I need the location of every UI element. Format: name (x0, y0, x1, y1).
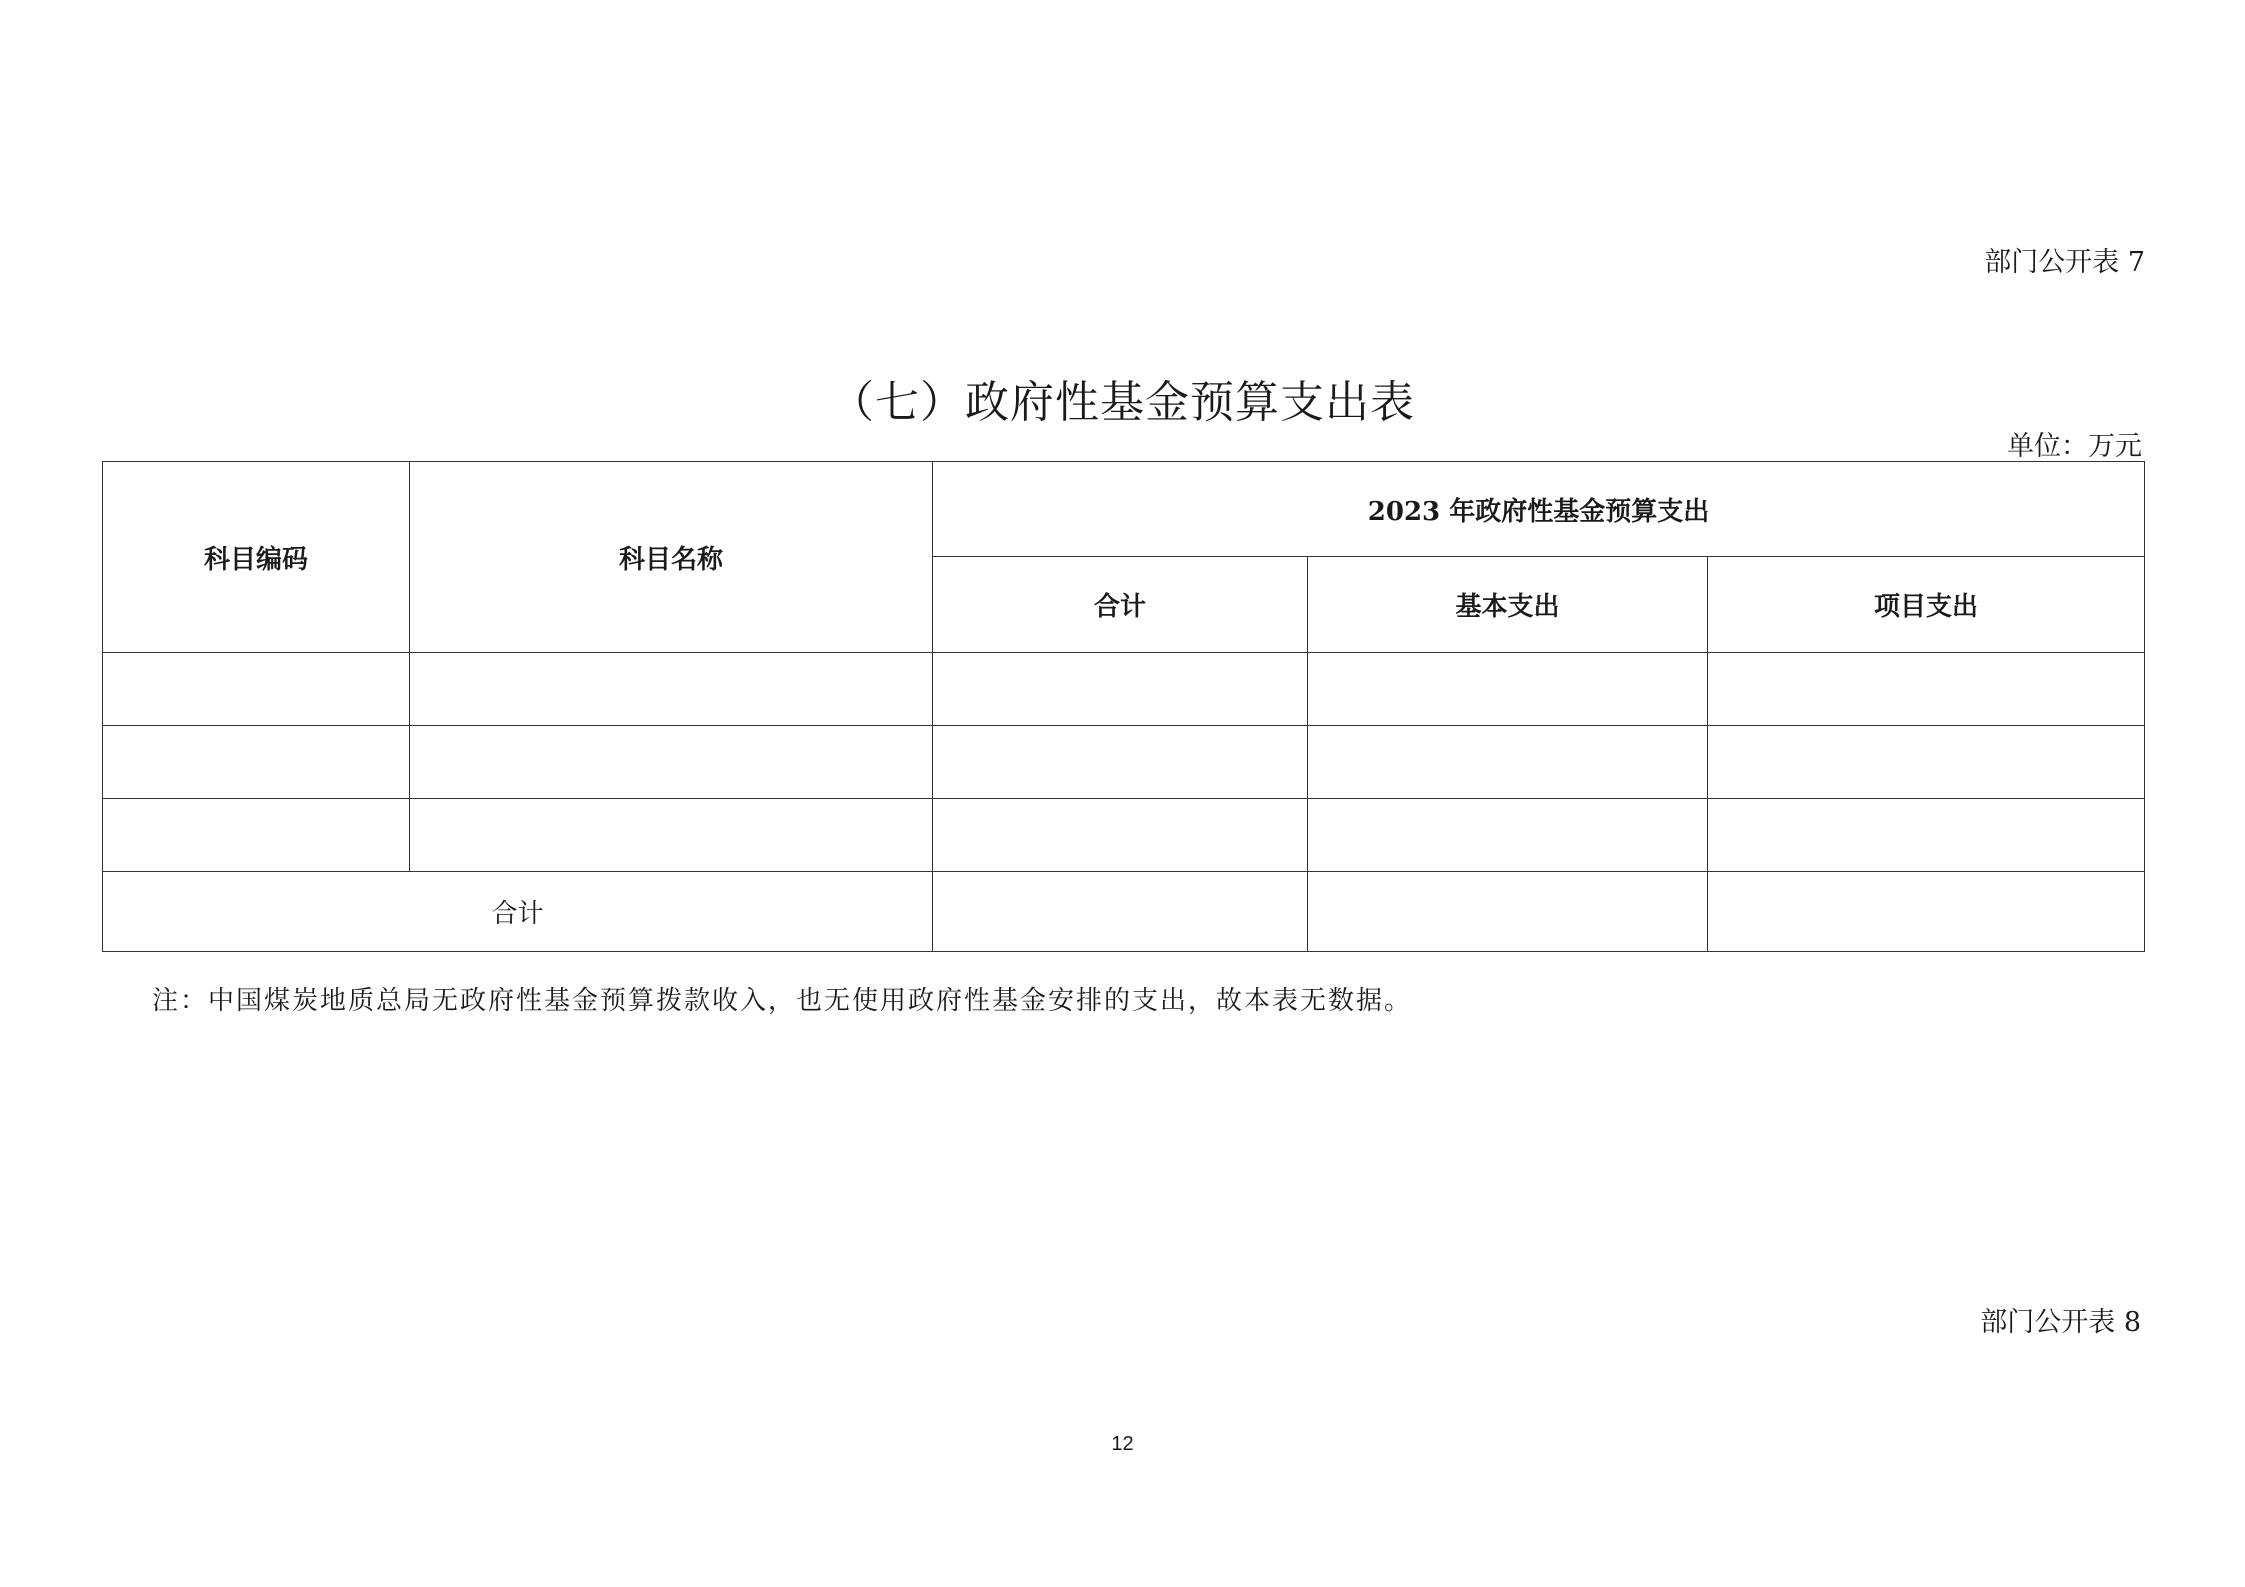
cell-total (933, 653, 1308, 726)
table-number-label: 部门公开表 7 (1984, 247, 2145, 278)
total-label: 合计 (103, 872, 933, 952)
cell-basic (1308, 799, 1708, 872)
total-row (103, 872, 2145, 952)
unit-label: 单位：万元 (2007, 431, 2142, 462)
page-title: （七）政府性基金预算支出表 (830, 377, 1415, 428)
page-number: 12 (1111, 1433, 1134, 1455)
cell-total (933, 726, 1308, 799)
table-note: 注：中国煤炭地质总局无政府性基金预算拨款收入，也无使用政府性基金安排的支出，故本表无数据。 (152, 986, 1413, 1016)
next-table-number-label: 部门公开表 8 (1980, 1307, 2141, 1338)
cell-basic (1308, 726, 1708, 799)
table-row (103, 726, 2145, 799)
cell-code (103, 653, 410, 726)
total-cell-project (1708, 872, 2145, 952)
cell-name (410, 726, 933, 799)
table-row (103, 653, 2145, 726)
cell-name (410, 799, 933, 872)
cell-total (933, 799, 1308, 872)
column-header-basic: 基本支出 (1308, 557, 1708, 653)
column-group-header: 2023 年政府性基金预算支出 (933, 462, 2145, 557)
table-header-row (103, 462, 2145, 557)
cell-code (103, 726, 410, 799)
total-cell-basic (1308, 872, 1708, 952)
cell-code (103, 799, 410, 872)
table-row (103, 799, 2145, 872)
cell-project (1708, 799, 2145, 872)
column-header-name: 科目名称 (410, 462, 933, 653)
cell-project (1708, 653, 2145, 726)
cell-basic (1308, 653, 1708, 726)
cell-project (1708, 726, 2145, 799)
column-header-project: 项目支出 (1708, 557, 2145, 653)
total-cell-total (933, 872, 1308, 952)
cell-name (410, 653, 933, 726)
column-header-code: 科目编码 (103, 462, 410, 653)
column-header-total: 合计 (933, 557, 1308, 653)
budget-table (102, 461, 2145, 952)
